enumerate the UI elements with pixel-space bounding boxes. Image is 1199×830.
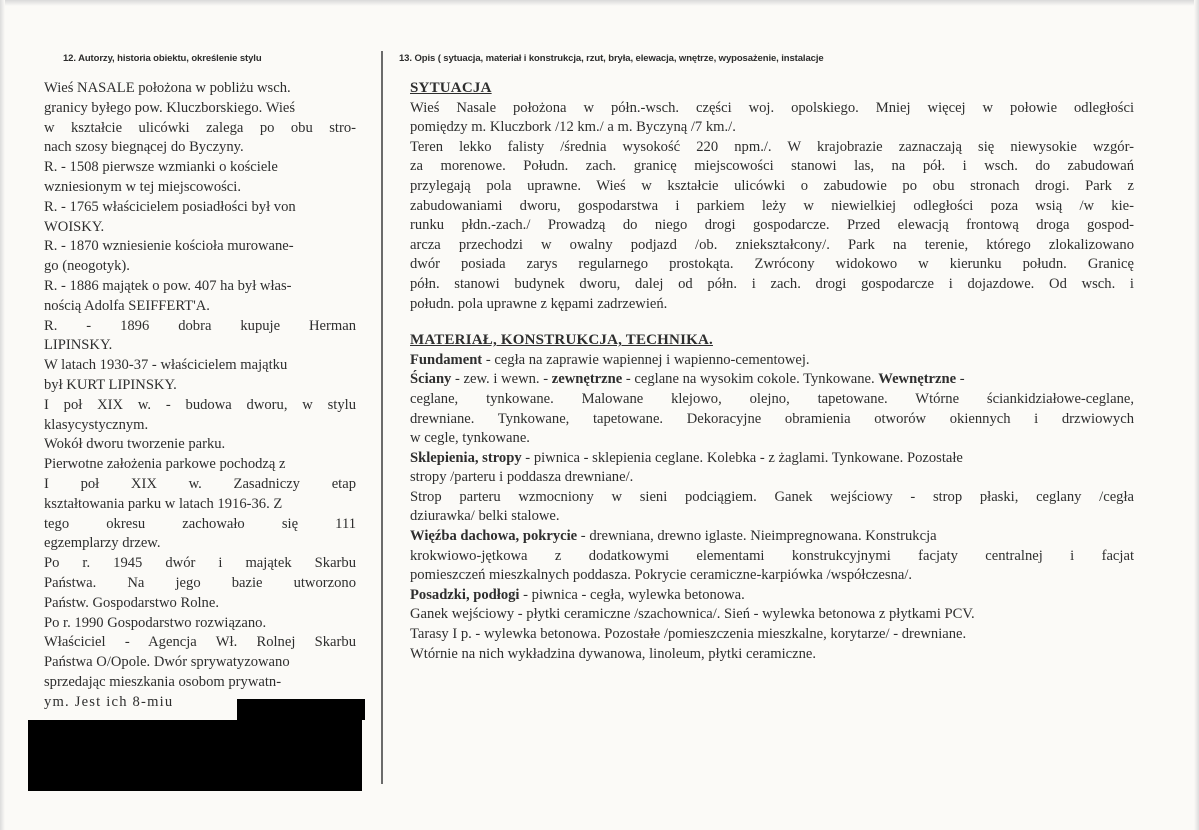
- history-line: Pierwotne założenia parkowe pochodzą z: [44, 456, 286, 473]
- sklepienia-text: - piwnica - sklepienia ceglane. Kolebka - z żaglami. Tynkowane. Pozostałe: [521, 449, 963, 466]
- scan-edge-top: [0, 0, 1199, 6]
- history-line: sprzedając mieszkania osobom prywatn-: [44, 673, 282, 690]
- sytuacja-line: pomiędzy m. Kluczbork /12 km./ a m. Byczyną /7 km./.: [410, 119, 736, 136]
- history-line: Państw. Gospodarstwo Rolne.: [44, 594, 219, 611]
- material-line: dziurawka/ belki stalowe.: [410, 508, 560, 525]
- material-line: Wtórnie na nich wykładzina dywanowa, linoleum, płytki ceramiczne.: [410, 645, 817, 662]
- redaction-block: [28, 720, 362, 791]
- material-line: drewniane. Tynkowane, tapetowane. Dekoracyjne obramienia otworów okiennych i drzwiowych: [410, 410, 1134, 427]
- history-line: go (neogotyk).: [44, 258, 130, 275]
- sytuacja-line: połudn. pola uprawne z kępami zadrzewień.: [410, 295, 668, 312]
- fundament-label: Fundament: [410, 351, 483, 368]
- sciany-label: Ściany: [410, 371, 452, 388]
- sytuacja-line: Wieś Nasale położona w półn.-wsch. części woj. opolskiego. Mniej więcej w połowie odległości: [410, 99, 1134, 116]
- wiezba-line: [410, 527, 1134, 547]
- history-line: Państwa. Na jego bazie utworzono: [44, 574, 356, 591]
- history-line: WOISKY.: [44, 218, 105, 235]
- material-line: Ganek wejściowy - płytki ceramiczne /szachownica/. Sień - wylewka betonowa z płytkami PCV.: [410, 606, 975, 623]
- history-line: Po r. 1990 Gospodarstwo rozwiązano.: [44, 614, 267, 631]
- posadzki-text: - piwnica - cegła, wylewka betonowa.: [519, 586, 745, 603]
- material-line: stropy /parteru i poddasza drewniane/.: [410, 469, 634, 486]
- history-line: R. - 1508 pierwsze wzmianki o kościele: [44, 159, 278, 176]
- description-column: [410, 79, 1134, 664]
- sklepienia-label: Sklepienia, stropy: [410, 449, 522, 466]
- wewnetrzne-label: Wewnętrzne: [878, 371, 957, 388]
- history-line: był KURT LIPINSKY.: [44, 376, 177, 393]
- history-line: R. - 1896 dobra kupuje Herman: [44, 317, 356, 334]
- fundament-line: [410, 351, 1134, 371]
- history-line: wzniesionym w tej miejscowości.: [44, 178, 241, 195]
- history-line: granicy byłego pow. Kluczborskiego. Wieś: [44, 99, 296, 116]
- sciany-line: [410, 370, 1134, 390]
- sytuacja-line: za morenowe. Połudn. zach. granicę miejscowości stanowi las, na pół. i wsch. do zabudowań: [410, 158, 1134, 175]
- sytuacja-heading: SYTUACJA: [410, 80, 492, 96]
- sciany-text: - ceglane na wysokim cokole. Tynkowane.: [622, 371, 879, 388]
- history-line: ym. Jest ich 8-miu: [44, 693, 174, 710]
- history-line: Państwa O/Opole. Dwór sprywatyzowano: [44, 654, 290, 671]
- history-line: Po r. 1945 dwór i majątek Skarbu: [44, 555, 356, 572]
- sytuacja-line: zabudowaniami dworu, gospodarstwa i parkiem leży w niewielkiej odległości poza wsią /w kie-: [410, 197, 1134, 214]
- history-line: I poł XIX w. - budowa dworu, w stylu: [44, 396, 356, 413]
- history-line: nach szosy biegnącej do Byczyny.: [44, 139, 244, 156]
- history-line: W latach 1930-37 - właścicielem majątku: [44, 357, 288, 374]
- material-line: Strop parteru wzmocniony w sieni podciągiem. Ganek wejściowy - strop płaski, ceglany /cegła: [410, 488, 1134, 505]
- column-divider: [381, 51, 383, 784]
- posadzki-label: Posadzki, podłogi: [410, 586, 520, 603]
- history-line: kształtowania parku w latach 1916-36. Z: [44, 495, 283, 512]
- history-line: tego okresu zachowało się 111: [44, 515, 356, 532]
- section-12-header: 12. Autorzy, historia obiektu, określenie stylu: [63, 53, 262, 64]
- sciany-text: -: [956, 371, 965, 388]
- material-line: w cegle, tynkowane.: [410, 430, 530, 447]
- redaction-block: [237, 699, 365, 720]
- wiezba-label: Więźba dachowa, pokrycie: [410, 528, 578, 545]
- history-line: R. - 1870 wzniesienie kościoła murowane-: [44, 238, 294, 255]
- history-line: R. - 1886 majątek o pow. 407 ha był włas-: [44, 277, 292, 294]
- scan-edge-left: [0, 0, 5, 830]
- material-line: ceglane, tynkowane. Malowane klejowo, olejno, tapetowane. Wtórne ściankidziałowe-ceglane,: [410, 390, 1134, 407]
- sytuacja-line: runku płdn.-zach./ Prowadzą do niego drogi gospodarcze. Przed elewacją frontową droga gospod-: [410, 217, 1134, 234]
- wiezba-text: - drewniana, drewno iglaste. Nieimpregnowana. Konstrukcja: [577, 528, 937, 545]
- history-column: [44, 79, 356, 713]
- history-line: nością Adolfa SEIFFERT'A.: [44, 297, 210, 314]
- history-line: I poł XIX w. Zasadniczy etap: [44, 475, 356, 492]
- section-13-header: 13. Opis ( sytuacja, materiał i konstrukcja, rzut, bryła, elewacja, wnętrze, wyposażenie, instalacje: [399, 53, 824, 64]
- sytuacja-line: arcza przechodzi w owalny podjazd /ob. zniekształcony/. Park na terenie, którego zlokalizowano: [410, 236, 1134, 253]
- sciany-text: - zew. i wewn. -: [451, 371, 552, 388]
- history-line: Wieś NASALE położona w pobliżu wsch.: [44, 80, 291, 96]
- sytuacja-line: półn. stanowi budynek dworu, dalej od półn. i zach. drogi gospodarcze i dojazdowe. Od wsch. i: [410, 275, 1134, 292]
- sklepienia-line: [410, 449, 1134, 469]
- history-line: egzemplarzy drzew.: [44, 535, 161, 552]
- posadzki-line: [410, 586, 1134, 606]
- scan-edge-right: [1194, 0, 1199, 830]
- sytuacja-line: Teren lekko falisty /średnia wysokość 220 npm./. W krajobrazie zaznaczają się niewysokie wzgór-: [410, 138, 1134, 155]
- history-line: R. - 1765 właścicielem posiadłości był von: [44, 198, 296, 215]
- material-heading: MATERIAŁ, KONSTRUKCJA, TECHNIKA.: [410, 332, 713, 349]
- sytuacja-line: dwór posiada zarys regularnego prostokąta. Zwrócony widokowo w kierunku połudn. Granicę: [410, 256, 1134, 273]
- fundament-text: - cegła na zaprawie wapiennej i wapienno-cementowej.: [482, 351, 810, 368]
- material-line: krokwiowo-jętkowa z dodatkowymi elementami konstrukcyjnymi facjaty centralnej i facjat: [410, 547, 1134, 564]
- history-line: Właściciel - Agencja Wł. Rolnej Skarbu: [44, 634, 356, 651]
- history-line: Wokół dworu tworzenie parku.: [44, 436, 226, 453]
- material-line: pomieszczeń mieszkalnych poddasza. Pokrycie ceramiczne-karpiówka /współczesna/.: [410, 567, 913, 584]
- history-line: LIPINSKY.: [44, 337, 113, 354]
- material-line: Tarasy I p. - wylewka betonowa. Pozostałe /pomieszczenia mieszkalne, korytarze/ - drewniane.: [410, 626, 967, 643]
- history-line: w kształcie ulicówki zalega po obu stro-: [44, 119, 356, 136]
- sytuacja-line: przylegają pola uprawne. Wieś w kształcie ulicówki o zabudowie po obu stronach drogi. Park z: [410, 177, 1134, 194]
- history-line: klasycystycznym.: [44, 416, 149, 433]
- zewnetrzne-label: zewnętrzne: [551, 371, 623, 388]
